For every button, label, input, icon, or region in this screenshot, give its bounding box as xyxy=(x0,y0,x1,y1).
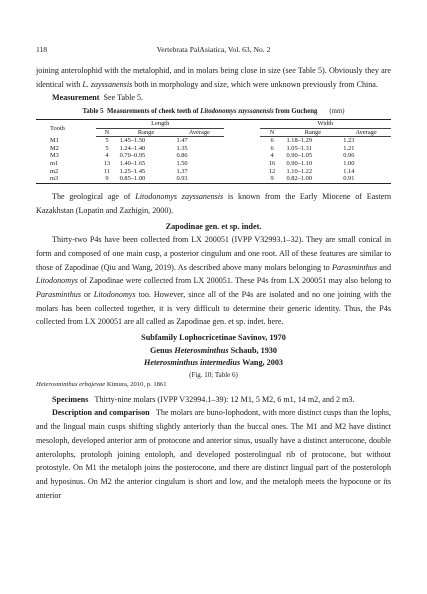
table-cell-lr: 1.40–1.65 xyxy=(119,160,146,168)
paragraph-zapodinae: Thirty-two P4s have been collected from LX 200051 (IVPP V32993.1–32). They are small conical in form and composed of one main cusp, a posterior cingulum and one root. All of these features are similar to those of Zapodinae (Qiu and Wang, 2019). As described above many molars belonging to Parasminthus and Litodonomys of Zapodinae were collected from LX 200051. These P4s from LX 200051 may also belong to Parasminthus or Litodonomys too. However, since all of the P4s are isolated and no one joining with the molars has been collected together, it is very difficult to determine their generic identity. Thus, the P4s collected from LX 200051 are all called as Zapodinae gen. et sp. indet. here. xyxy=(36,235,391,327)
page-content xyxy=(36,64,391,502)
table-cell-ln: 5 xyxy=(105,144,109,152)
table-cell-lr: 1.25–1.45 xyxy=(119,167,146,175)
paragraph-geology: The geological age of Litodonomys zayssanensis is known from the Early Miocene of Eastern Kazakhstan (Lopatin and Zazhigin, 2000). xyxy=(36,191,391,215)
table-header-width: Width xyxy=(260,120,391,129)
species-heading: Heterosminthus intermedius Wang, 2003 xyxy=(143,358,284,368)
paragraph-measurement: Measurement See Table 5. xyxy=(52,93,144,103)
figure-reference: (Fig. 10; Table 6) xyxy=(189,370,238,379)
table-cell-ln: 11 xyxy=(103,167,111,175)
table-cell-tooth: M2 xyxy=(50,144,59,152)
table-cell-wa: 0.91 xyxy=(343,175,355,183)
table-cell-la: 0.86 xyxy=(176,152,188,160)
table-cell-tooth: m2 xyxy=(50,167,59,175)
table-cell-wa: 1.23 xyxy=(343,137,355,145)
table-cell-wn: 6 xyxy=(270,144,274,152)
table-cell-wn: 6 xyxy=(270,137,274,145)
table-subheader-n: N xyxy=(260,128,285,137)
table-cell-wr: 1.18–1.29 xyxy=(286,137,313,145)
table-cell-wn: 12 xyxy=(268,167,276,175)
table-cell-la: 0.93 xyxy=(176,175,188,183)
table-cell-ln: 4 xyxy=(105,152,109,160)
table-row xyxy=(36,137,391,145)
table-row xyxy=(36,152,391,160)
table-cell-lr: 0.70–0.95 xyxy=(119,152,146,160)
table-cell-la: 1.35 xyxy=(176,144,188,152)
table-cell-wr: 0.82–1.00 xyxy=(286,175,313,183)
table-cell-ln: 5 xyxy=(105,137,109,145)
page-number: 118 xyxy=(36,45,48,54)
table-header-tooth: Tooth xyxy=(50,124,65,132)
description-label: Description and comparison xyxy=(52,408,150,418)
genus-heading: Genus Heterosminthus Schaub, 1930 xyxy=(150,345,277,355)
paragraph-description: Description and comparison The molars are buno-lophodont, with more distinct cusps than the lophs, and the lingual main cusps shifting slightly anteriorly than the buccal ones. The M1 and M2 have distinct mesoloph, developed anterior arm of protocone and anterior sinus, usually have a distinct anterocone, double anterolophs, protoloph joining entoloph, and developed posterolingual rib of protocone, but without protostyle. On M1 the metaloph joins the posterocone, and there are distinct lingual part of the posteroloph and hyposinus. On M2 the anterior cingulum is short and low, and the metaloph meets the hypocone or its anterior xyxy=(36,408,391,500)
subfamily-heading: Subfamily Lophocricetinae Savinov, 1970 xyxy=(141,333,286,343)
table-cell-wr: 1.05–1.31 xyxy=(286,144,313,152)
table-subheader-range: Range xyxy=(118,128,175,137)
paragraph-intro: joining anterolophid with the metalophid, and in molars being close in size (see Table 5). Obviously they are identical with L. zayssanensis both in morphology and size, which were unknown previously from China. xyxy=(36,66,391,89)
measurement-label: Measurement xyxy=(52,93,100,103)
table-cell-lr: 0.85–1.00 xyxy=(119,175,146,183)
table-cell-wa: 0.96 xyxy=(343,152,355,160)
table-unit: (mm) xyxy=(329,108,345,116)
table-cell-tooth: M1 xyxy=(50,137,59,145)
table-cell-wa: 1.00 xyxy=(343,160,355,168)
table-cell-wa: 1.14 xyxy=(343,167,355,175)
table-cell-tooth: m1 xyxy=(50,160,59,168)
table-cell-wn: 9 xyxy=(270,175,274,183)
journal-title: Vertebrata PalAsiatica, Vol. 63, No. 2 xyxy=(156,45,271,54)
synonymy-line: Heterosminthus erbajevae Kimura, 2010, p. 1861 xyxy=(36,380,167,388)
table-cell-tooth: M3 xyxy=(50,152,59,160)
table-cell-wn: 4 xyxy=(270,152,274,160)
table-subheader-n: N xyxy=(96,128,117,137)
table-cell-ln: 9 xyxy=(105,175,109,183)
table-cell-lr: 1.24–1.40 xyxy=(119,144,146,152)
table-cell-la: 1.37 xyxy=(176,167,188,175)
table-header-length: Length xyxy=(96,120,224,129)
table-subheader-range: Range xyxy=(284,128,341,137)
table-row xyxy=(36,168,391,176)
table-subheader-average: Average xyxy=(174,128,224,137)
table-row xyxy=(36,175,391,183)
table-cell-lr: 1.45–1.50 xyxy=(119,137,146,145)
table-cell-wr: 0.90–1.10 xyxy=(286,160,313,168)
table-row xyxy=(36,160,391,168)
table-cell-wn: 16 xyxy=(268,160,276,168)
section-heading-zapodinae: Zapodinae gen. et sp. indet. xyxy=(165,222,262,232)
table-cell-la: 1.50 xyxy=(176,160,188,168)
table-cell-wa: 1.21 xyxy=(343,144,355,152)
running-header xyxy=(36,44,391,56)
table-caption: Table 5 Measurements of cheek teeth of Litodonomys zayssanensis from Gucheng (mm) xyxy=(82,108,345,116)
table-cell-wr: 0.90–1.05 xyxy=(286,152,313,160)
table-row xyxy=(36,145,391,153)
measurement-table xyxy=(36,119,391,184)
table-cell-ln: 13 xyxy=(103,160,111,168)
table-subheader-average: Average xyxy=(341,128,391,137)
table-cell-wr: 1.10–1.22 xyxy=(286,167,313,175)
paragraph-specimens: Specimens Thirty-nine molars (IVPP V32994.1–39): 12 M1, 5 M2, 6 m1, 14 m2, and 2 m3. xyxy=(52,394,355,404)
specimens-label: Specimens xyxy=(52,394,89,404)
table-cell-la: 1.47 xyxy=(176,137,188,145)
taxon-name: L. zayssanensis xyxy=(82,79,133,89)
table-label: Table 5 xyxy=(82,108,104,116)
table-cell-tooth: m3 xyxy=(50,175,59,183)
